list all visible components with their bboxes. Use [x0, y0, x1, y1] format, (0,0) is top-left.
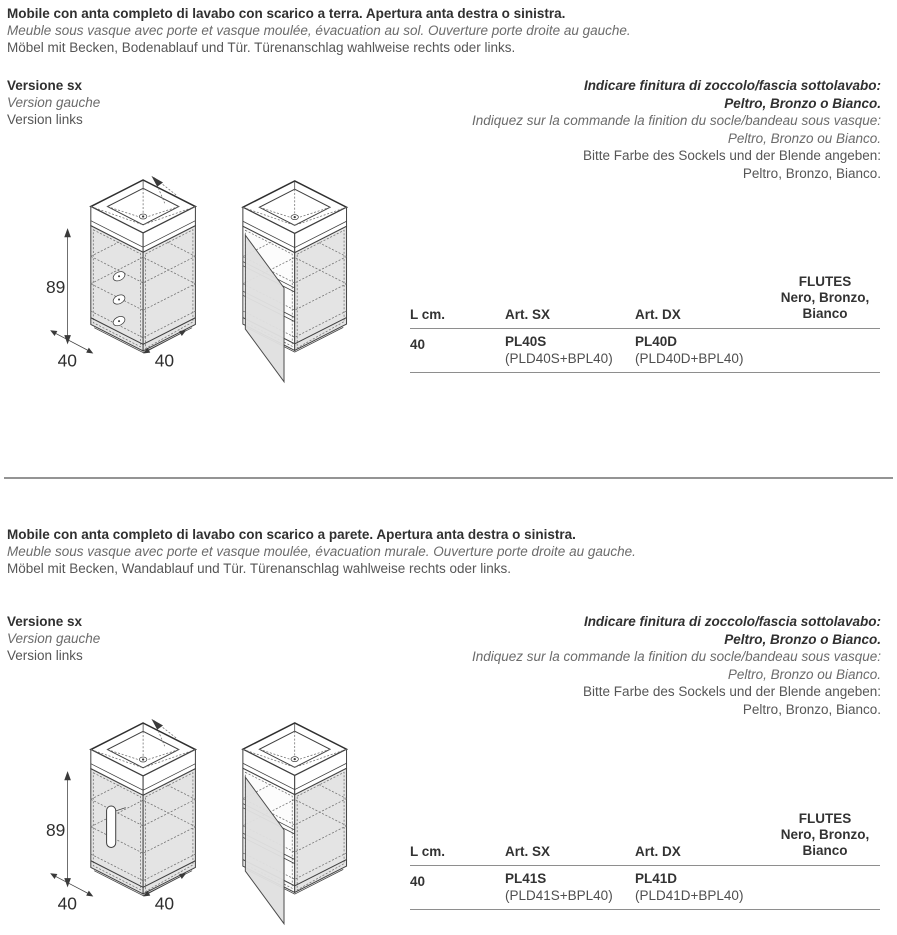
- dx-article-code: PL41D: [635, 871, 678, 886]
- note-german-line1: Bitte Farbe des Sockels und der Blende angeben:: [583, 148, 881, 163]
- depth-dimension-label: 40: [57, 350, 77, 371]
- note-french-line2: Peltro, Bronzo ou Bianco.: [727, 130, 881, 146]
- cabinet-technical-drawing: 89 40 40: [233, 176, 363, 392]
- note-italian-line1: Indicare finitura di zoccolo/fascia sottolavabo:: [583, 78, 881, 93]
- intro-italian: Mobile con anta completo di lavabo con scarico a terra. Apertura anta destra o sinistra.: [7, 6, 566, 21]
- width-dimension-label: 40: [154, 893, 175, 914]
- flutes-header-line1: FLUTES: [798, 274, 852, 289]
- article-table: [410, 811, 880, 910]
- section-divider: [4, 477, 893, 479]
- width-dimension-label: 40: [154, 350, 175, 371]
- finish-note-block: [472, 613, 881, 718]
- note-german-line1: Bitte Farbe des Sockels und der Blende angeben:: [583, 684, 881, 699]
- col-header-art-dx: Art. DX: [635, 844, 681, 859]
- version-block: [7, 613, 100, 664]
- version-german: Version links: [7, 112, 83, 127]
- col-header-flutes: [770, 274, 880, 322]
- table-header-row: [410, 274, 880, 329]
- height-dimension-label: 89: [46, 276, 66, 297]
- cabinet-drawing-closed: [46, 175, 212, 392]
- row-length-value: 40: [410, 337, 426, 352]
- row-art-dx: [635, 333, 770, 367]
- col-header-l-cm: L cm.: [410, 844, 446, 859]
- intro-italian: Mobile con anta completo di lavabo con scarico a parete. Apertura anta destra o sinistra.: [7, 527, 576, 542]
- note-french-line2: Peltro, Bronzo ou Bianco.: [727, 666, 881, 682]
- col-header-flutes: [770, 811, 880, 859]
- section-intro: [7, 5, 631, 56]
- flutes-header-line2: Nero, Bronzo,: [780, 827, 870, 842]
- row-flutes-empty: [770, 870, 880, 904]
- col-header-art-sx: Art. SX: [505, 844, 551, 859]
- row-flutes-empty: [770, 333, 880, 367]
- version-french: Version gauche: [7, 631, 101, 646]
- row-length-value: 40: [410, 874, 426, 889]
- note-french-line1: Indiquez sur la commande la finition du socle/bandeau sous vasque:: [471, 649, 881, 664]
- cabinet-body: [91, 180, 196, 353]
- height-dimension-label: 89: [46, 819, 66, 840]
- cabinet-drawing-open: [198, 176, 363, 392]
- depth-dimension-label: 40: [57, 893, 77, 914]
- version-italian: Versione sx: [7, 78, 83, 93]
- dx-article-code: PL40D: [635, 334, 678, 349]
- row-art-sx: [505, 333, 635, 367]
- flutes-header-line2: Nero, Bronzo,: [780, 290, 870, 305]
- drain-dot: [142, 758, 144, 760]
- sx-article-code: PL41S: [505, 871, 547, 886]
- note-italian-line1: Indicare finitura di zoccolo/fascia sottolavabo:: [583, 614, 881, 629]
- intro-german: Möbel mit Becken, Bodenablauf und Tür. Türenanschlag wahlweise rechts oder links.: [7, 40, 516, 55]
- note-german-line2: Peltro, Bronzo, Bianco.: [742, 701, 881, 717]
- product-section-wall-drain: [0, 520, 897, 921]
- drain-dot: [294, 216, 296, 218]
- cabinet-technical-drawing: [46, 718, 212, 935]
- col-header-art-dx: Art. DX: [635, 307, 681, 322]
- note-french-line1: Indiquez sur la commande la finition du socle/bandeau sous vasque:: [471, 113, 881, 128]
- dx-article-detail: (PLD40D+BPL40): [635, 351, 744, 366]
- intro-french: Meuble sous vasque avec porte et vasque moulée, évacuation murale. Ouverture porte droite au gauche.: [7, 544, 636, 559]
- table-row: [410, 866, 880, 910]
- version-french: Version gauche: [7, 95, 101, 110]
- section-intro: [7, 526, 636, 577]
- flutes-header-line1: FLUTES: [798, 811, 852, 826]
- drain-dot: [294, 758, 296, 760]
- flutes-header-line3: Bianco: [802, 306, 848, 321]
- col-header-art-sx: Art. SX: [505, 307, 551, 322]
- intro-german: Möbel mit Becken, Wandablauf und Tür. Türenanschlag wahlweise rechts oder links.: [7, 561, 512, 576]
- row-art-sx: [505, 870, 635, 904]
- finish-note-block: [472, 77, 881, 182]
- version-italian: Versione sx: [7, 614, 83, 629]
- note-italian-line2: Peltro, Bronzo o Bianco.: [724, 631, 881, 647]
- flutes-header-line3: Bianco: [802, 843, 848, 858]
- version-block: [7, 77, 100, 128]
- table-row: [410, 329, 880, 373]
- cabinet-drawing-open: [198, 718, 363, 934]
- intro-french: Meuble sous vasque avec porte et vasque moulée, évacuation au sol. Ouverture porte droite au gauche.: [7, 23, 631, 38]
- cabinet-technical-drawing: [46, 175, 212, 392]
- note-german-line2: Peltro, Bronzo, Bianco.: [742, 165, 881, 181]
- sx-article-detail: (PLD40S+BPL40): [505, 351, 613, 366]
- version-german: Version links: [7, 648, 83, 663]
- cabinet-technical-drawing: 89 40 40: [233, 718, 363, 934]
- col-header-l-cm: L cm.: [410, 307, 446, 322]
- drain-dot: [142, 215, 144, 217]
- cabinet-drawing-closed: [46, 718, 212, 935]
- article-table: [410, 274, 880, 373]
- table-header-row: [410, 811, 880, 866]
- sx-article-code: PL40S: [505, 334, 547, 349]
- sx-article-detail: (PLD41S+BPL40): [505, 888, 613, 903]
- dx-article-detail: (PLD41D+BPL40): [635, 888, 744, 903]
- row-art-dx: [635, 870, 770, 904]
- note-italian-line2: Peltro, Bronzo o Bianco.: [724, 95, 881, 111]
